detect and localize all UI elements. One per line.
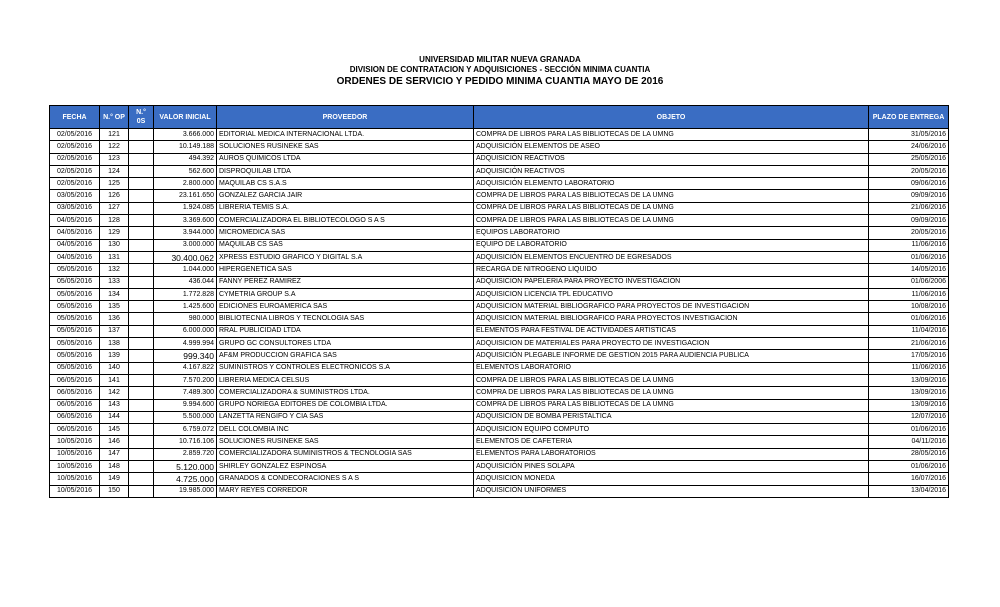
cell-op: 144 [100, 411, 129, 423]
cell-plazo: 21/06/2016 [869, 338, 949, 350]
cell-os [129, 141, 154, 153]
cell-plazo: 24/06/2016 [869, 141, 949, 153]
cell-objeto: RECARGA DE NITROGENO LIQUIDO [474, 264, 869, 276]
cell-valor: 436.044 [154, 276, 217, 288]
table-row [50, 399, 949, 411]
cell-fecha: 05/05/2016 [50, 264, 100, 276]
cell-fecha: 04/05/2016 [50, 251, 100, 263]
cell-fecha: 06/05/2016 [50, 387, 100, 399]
cell-valor: 30.400.062 [154, 251, 217, 263]
cell-op: 122 [100, 141, 129, 153]
cell-fecha: 06/05/2016 [50, 399, 100, 411]
col-header-objeto: OBJETO [474, 106, 869, 129]
cell-os [129, 301, 154, 313]
cell-valor: 7.570.200 [154, 374, 217, 386]
cell-plazo: 09/06/2016 [869, 178, 949, 190]
cell-valor: 2.800.000 [154, 178, 217, 190]
cell-proveedor: DISPROQUILAB LTDA [217, 165, 474, 177]
cell-plazo: 09/09/2016 [869, 215, 949, 227]
cell-op: 126 [100, 190, 129, 202]
cell-op: 123 [100, 153, 129, 165]
cell-proveedor: HIPERGENETICA SAS [217, 264, 474, 276]
col-header-op: N.° OP [100, 106, 129, 129]
table-row [50, 350, 949, 362]
cell-objeto: ADQUISICIÓN REACTIVOS [474, 153, 869, 165]
cell-objeto: ELEMENTOS LABORATORIO [474, 362, 869, 374]
cell-objeto: ADQUISICIÓN PLEGABLE INFORME DE GESTION 2015 PARA AUDIENCIA PUBLICA [474, 350, 869, 362]
cell-valor: 4.999.994 [154, 338, 217, 350]
cell-op: 132 [100, 264, 129, 276]
cell-os [129, 276, 154, 288]
cell-os [129, 387, 154, 399]
cell-os [129, 239, 154, 251]
cell-proveedor: GRUPO NORIEGA EDITORES DE COLOMBIA LTDA. [217, 399, 474, 411]
cell-proveedor: BIBLIOTECNIA LIBROS Y TECNOLOGIA SAS [217, 313, 474, 325]
cell-fecha: 04/05/2016 [50, 227, 100, 239]
table-row [50, 411, 949, 423]
cell-valor: 1.924.085 [154, 202, 217, 214]
cell-op: 138 [100, 338, 129, 350]
cell-valor: 494.392 [154, 153, 217, 165]
cell-objeto: ADQUISICION MONEDA [474, 473, 869, 485]
cell-fecha: 04/05/2016 [50, 239, 100, 251]
cell-op: 146 [100, 436, 129, 448]
cell-op: 130 [100, 239, 129, 251]
division-title: DIVISION DE CONTRATACION Y ADQUISICIONES - SECCIÓN MINIMA CUANTIA [349, 65, 651, 74]
cell-op: 128 [100, 215, 129, 227]
cell-proveedor: GONZALEZ GARCIA JAIR [217, 190, 474, 202]
cell-plazo: 25/05/2016 [869, 153, 949, 165]
cell-op: 139 [100, 350, 129, 362]
cell-valor: 5.120.000 [154, 461, 217, 473]
cell-valor: 4.725.000 [154, 473, 217, 485]
table-row [50, 325, 949, 337]
cell-fecha: 05/05/2016 [50, 350, 100, 362]
cell-valor: 7.489.300 [154, 387, 217, 399]
cell-os [129, 485, 154, 497]
cell-os [129, 227, 154, 239]
cell-os [129, 264, 154, 276]
table-row [50, 141, 949, 153]
cell-proveedor: FANNY PEREZ RAMIREZ [217, 276, 474, 288]
cell-fecha: 02/05/2016 [50, 141, 100, 153]
cell-objeto: ELEMENTOS PARA FESTIVAL DE ACTIVIDADES ARTISTICAS [474, 325, 869, 337]
cell-objeto: ADQUISICIÓN REACTIVOS [474, 165, 869, 177]
col-header-fecha: FECHA [50, 106, 100, 129]
cell-proveedor: AUROS QUIMICOS LTDA [217, 153, 474, 165]
cell-proveedor: SOLUCIONES RUSINEKE SAS [217, 141, 474, 153]
cell-objeto: ADQUISICION LICENCIA TPL EDUCATIVO [474, 288, 869, 300]
table-row [50, 190, 949, 202]
cell-os [129, 374, 154, 386]
cell-objeto: ADQUISICION EQUIPO COMPUTO [474, 424, 869, 436]
cell-fecha: 06/05/2016 [50, 374, 100, 386]
cell-proveedor: SHIRLEY GONZALEZ ESPINOSA [217, 461, 474, 473]
cell-valor: 562.600 [154, 165, 217, 177]
cell-valor: 999.340 [154, 350, 217, 362]
cell-valor: 1.044.000 [154, 264, 217, 276]
cell-valor: 10.716.106 [154, 436, 217, 448]
cell-objeto: ADQUISICION DE MATERIALES PARA PROYECTO DE INVESTIGACION [474, 338, 869, 350]
table-row [50, 153, 949, 165]
cell-plazo: 13/09/2016 [869, 387, 949, 399]
cell-plazo: 13/09/2016 [869, 399, 949, 411]
cell-fecha: 10/05/2016 [50, 448, 100, 460]
institution-title: UNIVERSIDAD MILITAR NUEVA GRANADA [419, 55, 581, 64]
table-row [50, 165, 949, 177]
cell-valor: 3.666.000 [154, 129, 217, 141]
cell-plazo: 01/06/2016 [869, 313, 949, 325]
table-row [50, 473, 949, 485]
cell-valor: 3.369.600 [154, 215, 217, 227]
cell-proveedor: LIBRERIA MEDICA CELSUS [217, 374, 474, 386]
cell-fecha: 03/05/2016 [50, 190, 100, 202]
cell-proveedor: MAQUILAB CS S.A.S [217, 178, 474, 190]
cell-valor: 9.994.600 [154, 399, 217, 411]
table-row [50, 448, 949, 460]
cell-fecha: 02/05/2016 [50, 129, 100, 141]
cell-os [129, 153, 154, 165]
cell-plazo: 04/11/2016 [869, 436, 949, 448]
cell-op: 142 [100, 387, 129, 399]
col-header-os: N.° 0S [129, 106, 154, 129]
cell-objeto: ADQUISICIÓN PINES SOLAPA [474, 461, 869, 473]
cell-valor: 3.000.000 [154, 239, 217, 251]
cell-plazo: 17/05/2016 [869, 350, 949, 362]
cell-valor: 4.167.822 [154, 362, 217, 374]
cell-proveedor: COMERCIALIZADORA SUMINISTROS & TECNOLOGIA SAS [217, 448, 474, 460]
cell-plazo: 11/04/2016 [869, 325, 949, 337]
cell-op: 148 [100, 461, 129, 473]
cell-op: 141 [100, 374, 129, 386]
cell-objeto: ADQUISICIÓN ELEMENTOS DE ASEO [474, 141, 869, 153]
table-row [50, 313, 949, 325]
cell-proveedor: RRAL PUBLICIDAD LTDA [217, 325, 474, 337]
orders-table [49, 105, 949, 498]
cell-proveedor: EDICIONES EUROAMERICA SAS [217, 301, 474, 313]
cell-objeto: ADQUISICIÓN UNIFORMES [474, 485, 869, 497]
cell-op: 131 [100, 251, 129, 263]
cell-objeto: COMPRA DE LIBROS PARA LAS BIBLIOTECAS DE LA UMNG [474, 190, 869, 202]
cell-op: 145 [100, 424, 129, 436]
cell-os [129, 448, 154, 460]
cell-objeto: ADQUISICIÓN DE BOMBA PERISTALTICA [474, 411, 869, 423]
cell-fecha: 10/05/2016 [50, 436, 100, 448]
cell-os [129, 338, 154, 350]
cell-objeto: COMPRA DE LIBROS PARA LAS BIBLIOTECAS DE LA UMNG [474, 399, 869, 411]
cell-plazo: 11/06/2016 [869, 362, 949, 374]
cell-plazo: 13/04/2016 [869, 485, 949, 497]
cell-plazo: 01/06/2016 [869, 461, 949, 473]
cell-os [129, 215, 154, 227]
cell-objeto: ADQUISICION MATERIAL BIBLIOGRAFICO PARA PROYECTOS INVESTIGACION [474, 313, 869, 325]
cell-proveedor: DELL COLOMBIA INC [217, 424, 474, 436]
cell-fecha: 02/05/2016 [50, 153, 100, 165]
table-row [50, 239, 949, 251]
report-title: ORDENES DE SERVICIO Y PEDIDO MINIMA CUANTIA MAYO DE 2016 [336, 76, 664, 87]
cell-valor: 980.000 [154, 313, 217, 325]
cell-fecha: 10/05/2016 [50, 485, 100, 497]
cell-objeto: COMPRA DE LIBROS PARA LAS BIBLIOTECAS DE LA UMNG [474, 129, 869, 141]
table-row [50, 264, 949, 276]
cell-objeto: EQUIPO DE LABORATORIO [474, 239, 869, 251]
table-row [50, 288, 949, 300]
cell-fecha: 05/05/2016 [50, 362, 100, 374]
cell-fecha: 03/05/2016 [50, 202, 100, 214]
cell-objeto: ADQUISICIÓN ELEMENTO LABORATORIO [474, 178, 869, 190]
cell-objeto: COMPRA DE LIBROS PARA LAS BIBLIOTECAS DE LA UMNG [474, 387, 869, 399]
cell-plazo: 13/09/2016 [869, 374, 949, 386]
cell-os [129, 436, 154, 448]
cell-valor: 1.425.600 [154, 301, 217, 313]
table-header-row [50, 106, 949, 129]
cell-objeto: EQUIPOS LABORATORIO [474, 227, 869, 239]
cell-proveedor: LIBRERIA TEMIS S.A. [217, 202, 474, 214]
cell-proveedor: COMERCIALIZADORA EL BIBLIOTECOLOGO S A S [217, 215, 474, 227]
cell-proveedor: CYMETRIA GROUP S.A [217, 288, 474, 300]
cell-proveedor: MICROMEDICA SAS [217, 227, 474, 239]
cell-plazo: 20/05/2016 [869, 165, 949, 177]
table-row [50, 178, 949, 190]
cell-op: 121 [100, 129, 129, 141]
col-header-plazo: PLAZO DE ENTREGA [869, 106, 949, 129]
cell-fecha: 05/05/2016 [50, 301, 100, 313]
cell-fecha: 02/05/2016 [50, 165, 100, 177]
cell-fecha: 04/05/2016 [50, 215, 100, 227]
cell-fecha: 06/05/2016 [50, 411, 100, 423]
cell-os [129, 473, 154, 485]
cell-os [129, 288, 154, 300]
cell-plazo: 28/05/2016 [869, 448, 949, 460]
cell-os [129, 165, 154, 177]
cell-op: 149 [100, 473, 129, 485]
cell-proveedor: SOLUCIONES RUSINEKE SAS [217, 436, 474, 448]
cell-fecha: 10/05/2016 [50, 461, 100, 473]
cell-proveedor: GRUPO GC CONSULTORES LTDA [217, 338, 474, 350]
cell-plazo: 01/06/2006 [869, 276, 949, 288]
cell-os [129, 202, 154, 214]
cell-os [129, 399, 154, 411]
col-header-valor: VALOR INICIAL [154, 106, 217, 129]
cell-fecha: 02/05/2016 [50, 178, 100, 190]
cell-op: 136 [100, 313, 129, 325]
cell-os [129, 411, 154, 423]
cell-op: 125 [100, 178, 129, 190]
cell-proveedor: MAQUILAB CS SAS [217, 239, 474, 251]
cell-op: 150 [100, 485, 129, 497]
table-row [50, 374, 949, 386]
cell-plazo: 12/07/2016 [869, 411, 949, 423]
cell-objeto: COMPRA DE LIBROS PARA LAS BIBLIOTECAS DE LA UMNG [474, 215, 869, 227]
cell-objeto: ELEMENTOS PARA LABORATORIOS [474, 448, 869, 460]
cell-fecha: 10/05/2016 [50, 473, 100, 485]
cell-objeto: ADQUISICION PAPELERIA PARA PROYECTO INVESTIGACION [474, 276, 869, 288]
cell-valor: 19.985.000 [154, 485, 217, 497]
cell-proveedor: EDITORIAL MEDICA INTERNACIONAL LTDA. [217, 129, 474, 141]
cell-fecha: 05/05/2016 [50, 288, 100, 300]
table-row [50, 436, 949, 448]
cell-op: 129 [100, 227, 129, 239]
cell-objeto: ELEMENTOS DE CAFETERIA [474, 436, 869, 448]
cell-plazo: 31/05/2016 [869, 129, 949, 141]
cell-proveedor: LANZETTA RENGIFO Y CIA SAS [217, 411, 474, 423]
cell-plazo: 01/06/2016 [869, 251, 949, 263]
cell-os [129, 461, 154, 473]
cell-os [129, 313, 154, 325]
cell-plazo: 11/06/2016 [869, 288, 949, 300]
cell-os [129, 190, 154, 202]
cell-proveedor: XPRESS ESTUDIO GRAFICO Y DIGITAL S.A [217, 251, 474, 263]
table-row [50, 424, 949, 436]
cell-op: 143 [100, 399, 129, 411]
cell-fecha: 06/05/2016 [50, 424, 100, 436]
cell-valor: 1.772.828 [154, 288, 217, 300]
col-header-proveedor: PROVEEDOR [217, 106, 474, 129]
cell-plazo: 09/09/2016 [869, 190, 949, 202]
cell-op: 127 [100, 202, 129, 214]
cell-fecha: 05/05/2016 [50, 276, 100, 288]
table-row [50, 251, 949, 263]
cell-fecha: 05/05/2016 [50, 325, 100, 337]
table-row [50, 485, 949, 497]
cell-op: 134 [100, 288, 129, 300]
cell-op: 135 [100, 301, 129, 313]
cell-os [129, 350, 154, 362]
cell-objeto: ADQUISICIÓN ELEMENTOS ENCUENTRO DE EGRESADOS [474, 251, 869, 263]
table-row [50, 215, 949, 227]
cell-proveedor: AF&M PRODUCCION GRAFICA SAS [217, 350, 474, 362]
cell-plazo: 01/06/2016 [869, 424, 949, 436]
table-row [50, 362, 949, 374]
table-row [50, 461, 949, 473]
cell-valor: 6.000.000 [154, 325, 217, 337]
cell-fecha: 05/05/2016 [50, 313, 100, 325]
cell-os [129, 362, 154, 374]
table-row [50, 387, 949, 399]
cell-plazo: 11/06/2016 [869, 239, 949, 251]
cell-op: 137 [100, 325, 129, 337]
cell-proveedor: GRANADOS & CONDECORACIONES S A S [217, 473, 474, 485]
cell-valor: 3.944.000 [154, 227, 217, 239]
cell-op: 140 [100, 362, 129, 374]
cell-op: 147 [100, 448, 129, 460]
cell-os [129, 251, 154, 263]
cell-objeto: COMPRA DE LIBROS PARA LAS BIBLIOTECAS DE LA UMNG [474, 374, 869, 386]
cell-proveedor: SUMINISTROS Y CONTROLES ELECTRONICOS S.A [217, 362, 474, 374]
cell-valor: 23.161.650 [154, 190, 217, 202]
document-header [0, 55, 1000, 88]
table-row [50, 301, 949, 313]
cell-op: 133 [100, 276, 129, 288]
table-row [50, 227, 949, 239]
table-row [50, 276, 949, 288]
cell-os [129, 325, 154, 337]
cell-valor: 6.759.072 [154, 424, 217, 436]
cell-valor: 2.859.720 [154, 448, 217, 460]
cell-plazo: 16/07/2016 [869, 473, 949, 485]
cell-valor: 5.500.000 [154, 411, 217, 423]
table-row [50, 202, 949, 214]
cell-plazo: 20/05/2016 [869, 227, 949, 239]
cell-proveedor: COMERCIALIZADORA & SUMINISTROS LTDA. [217, 387, 474, 399]
cell-plazo: 21/06/2016 [869, 202, 949, 214]
cell-valor: 10.149.188 [154, 141, 217, 153]
cell-os [129, 424, 154, 436]
table-row [50, 129, 949, 141]
cell-plazo: 14/05/2016 [869, 264, 949, 276]
cell-plazo: 10/08/2016 [869, 301, 949, 313]
cell-objeto: COMPRA DE LIBROS PARA LAS BIBLIOTECAS DE LA UMNG [474, 202, 869, 214]
table-row [50, 338, 949, 350]
cell-fecha: 05/05/2016 [50, 338, 100, 350]
cell-proveedor: MARY REYES CORREDOR [217, 485, 474, 497]
cell-op: 124 [100, 165, 129, 177]
cell-objeto: ADQUISICION MATERIAL BIBLIOGRAFICO PARA PROYECTOS DE INVESTIGACION [474, 301, 869, 313]
cell-os [129, 129, 154, 141]
cell-os [129, 178, 154, 190]
table-body [50, 129, 949, 498]
